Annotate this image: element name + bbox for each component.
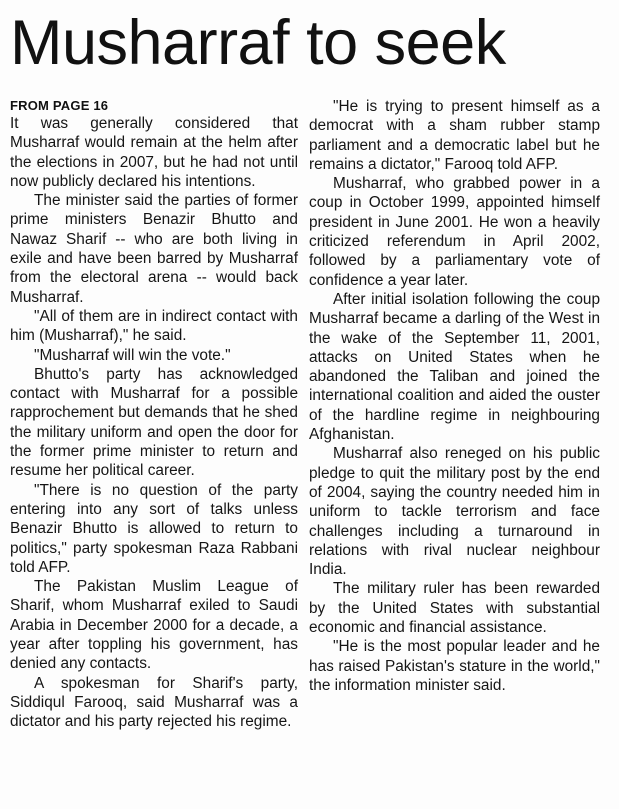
paragraph: "He is the most popular leader and he has raised Pakistan's stature in the world," the information minister said.: [309, 638, 600, 694]
paragraph: The minister said the parties of former prime ministers Benazir Bhutto and Nawaz Sharif -- who are both living in exile and have been barred by Musharraf from the electoral arena -- would back Musharraf.: [10, 192, 298, 306]
paragraph: Bhutto's party has acknowledged contact with Musharraf for a possible rapprochement but demands that he shed the military uniform and open the door for the former prime minister to return and resume her political career.: [10, 365, 298, 480]
paragraph: The Pakistan Muslim League of Sharif, whom Musharraf exiled to Saudi Arabia in December 2000 for a decade, a year after toppling his government, has denied any contacts.: [10, 578, 298, 673]
paragraph: "There is no question of the party entering into any sort of talks unless Benazir Bhutto is allowed to return to politics," party spokesman Raza Rabbani told AFP.: [10, 481, 298, 576]
paragraph: A spokesman for Sharif's party, Siddiqul Farooq, said Musharraf was a dictator and his party rejected his regime.: [10, 674, 298, 731]
right-column: [309, 97, 600, 695]
paragraph: Musharraf, who grabbed power in a coup in October 1999, appointed himself president in June 2001. He won a heavily criticized referendum in April 2002, followed by a parliamentary vote of confidence a year later.: [309, 175, 600, 289]
continued-from-label: FROM PAGE 16: [10, 98, 109, 113]
paragraph: "Musharraf will win the vote.": [34, 346, 231, 364]
paragraph: The military ruler has been rewarded by the United States with substantial economic and financial assistance.: [309, 580, 600, 637]
paragraph: After initial isolation following the coup Musharraf became a darling of the West in the wake of the September 11, 2001, attacks on United States when he abandoned the Taliban and joined the international coalition and aided the ouster of the hardline regime in neighbouring Afghanistan.: [309, 290, 600, 444]
headline: Musharraf to seek: [10, 8, 506, 78]
paragraph: It was generally considered that Musharraf would remain at the helm after the elections in 2007, but he had not until now publicly declared his intentions.: [10, 115, 298, 190]
paragraph: Musharraf also reneged on his public pledge to quit the military post by the end of 2004, saying the country needed him in uniform to tackle terrorism and face challenges including a turnaround in relations with rival nuclear neighbour India.: [309, 445, 600, 579]
paragraph: "He is trying to present himself as a democrat with a sham rubber stamp parliament and a democratic label but he remains a dictator," Farooq told AFP.: [309, 98, 600, 173]
left-column: [10, 97, 298, 732]
paragraph: "All of them are in indirect contact with him (Musharraf)," he said.: [10, 307, 298, 345]
